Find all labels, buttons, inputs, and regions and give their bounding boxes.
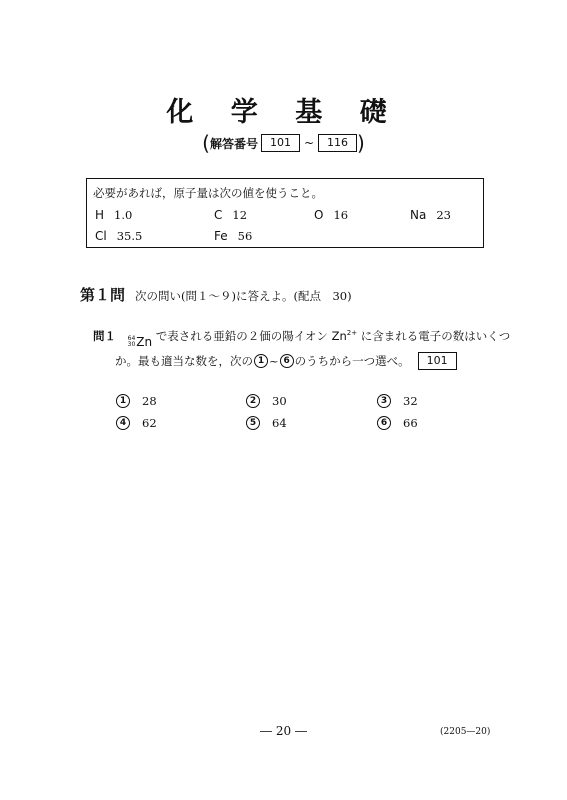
nuclide-notation	[128, 335, 152, 349]
choice-value: 28	[142, 394, 157, 408]
atomic-mass-cl	[95, 229, 142, 243]
element-symbol: Na	[410, 208, 427, 222]
choice-4[interactable]	[115, 416, 157, 430]
element-mass: 35.5	[116, 229, 143, 243]
answer-range-tilde: ~	[303, 136, 315, 150]
element-symbol: H	[95, 208, 105, 222]
atomic-mass-box	[86, 178, 484, 248]
question-1-line-2	[115, 352, 457, 370]
close-paren: )	[357, 131, 365, 155]
answer-range-end-box: 116	[318, 134, 357, 152]
choice-3[interactable]	[376, 394, 418, 408]
atomic-mass-fe	[214, 229, 252, 243]
question-text-b: に含まれる電子の数はいくつ	[360, 329, 511, 343]
atomic-mass-h	[95, 208, 132, 222]
atomic-mass-na	[410, 208, 451, 222]
ion-symbol: Zn	[331, 329, 347, 343]
choice-value: 64	[272, 416, 287, 430]
circled-number-icon: 3	[377, 394, 391, 408]
circled-number-icon: 1	[254, 354, 268, 368]
atomic-number: 30	[127, 341, 136, 348]
choice-5[interactable]	[245, 416, 287, 430]
question-line2-a: か。最も適当な数を，次の	[115, 354, 253, 368]
atomic-mass-c	[214, 208, 247, 222]
page-title: 化 学 基 礎	[166, 97, 401, 128]
answer-range-label: 解答番号	[209, 136, 258, 151]
question-label: 問１	[93, 329, 116, 343]
answer-range-start-box: 101	[261, 134, 300, 152]
circled-number-icon: 1	[116, 394, 130, 408]
choice-6[interactable]	[376, 416, 418, 430]
ion-notation	[332, 329, 358, 343]
mass-number: 64	[127, 335, 136, 342]
nuclide-symbol: Zn	[136, 335, 153, 349]
element-symbol: C	[214, 208, 223, 222]
document-code: (2205—20)	[440, 727, 491, 737]
section-title: 第１問	[80, 286, 126, 304]
element-mass: 56	[237, 229, 253, 243]
question-line2-b: のうちから一つ選べ。	[294, 354, 410, 368]
choice-1[interactable]	[115, 394, 157, 408]
ion-charge: 2+	[346, 329, 358, 338]
element-symbol: Cl	[95, 229, 107, 243]
atomic-mass-o	[314, 208, 348, 222]
choice-2[interactable]	[245, 394, 287, 408]
element-symbol: O	[314, 208, 324, 222]
element-mass: 12	[232, 208, 248, 222]
question-1-line-1	[93, 328, 510, 349]
circled-number-icon: 5	[246, 416, 260, 430]
choice-value: 66	[403, 416, 418, 430]
open-paren: (	[202, 131, 210, 155]
answer-box-101: 101	[418, 352, 457, 370]
choice-value: 30	[272, 394, 287, 408]
atomic-mass-intro: 必要があれば，原子量は次の値を使うこと。	[93, 186, 323, 200]
element-symbol: Fe	[214, 229, 228, 243]
section-instructions: 次の問い(問１～９)に答えよ。(配点 30)	[135, 289, 352, 303]
element-mass: 1.0	[114, 208, 133, 222]
choice-value: 62	[142, 416, 157, 430]
choice-range-tilde: ~	[269, 354, 279, 368]
circled-number-icon: 6	[280, 354, 294, 368]
answer-number-range	[0, 133, 567, 153]
question-text-a: で表される亜鉛の２価の陽イオン	[155, 329, 328, 343]
circled-number-icon: 6	[377, 416, 391, 430]
page-number: ― 20 ―	[260, 724, 307, 738]
circled-number-icon: 4	[116, 416, 130, 430]
choice-value: 32	[403, 394, 418, 408]
section-heading	[80, 284, 352, 305]
element-mass: 16	[333, 208, 349, 222]
circled-number-icon: 2	[246, 394, 260, 408]
element-mass: 23	[436, 208, 451, 222]
